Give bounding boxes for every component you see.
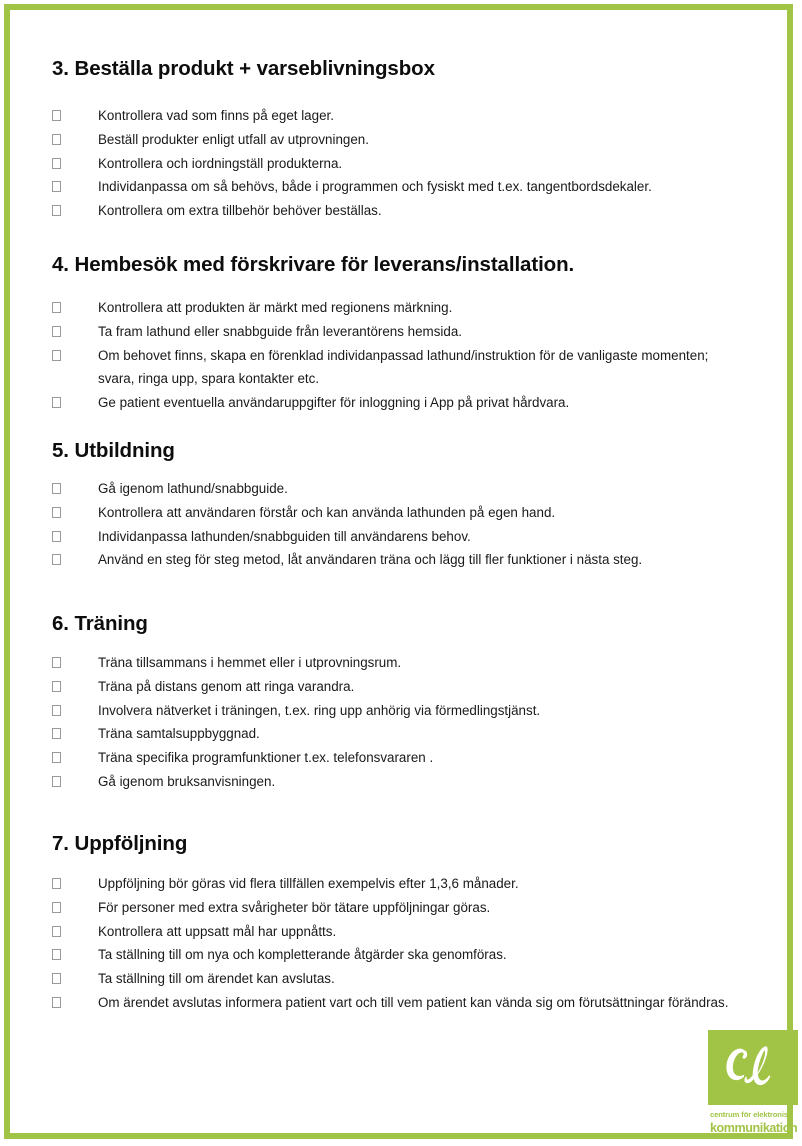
checklist-item-label: Om ärendet avslutas informera patient vart och till vem patient kan vända sig om förutsättningar förändras. bbox=[98, 994, 729, 1010]
checklist-item[interactable] bbox=[52, 770, 742, 794]
checklist-item-label: Involvera nätverket i träningen, t.ex. ring upp anhörig via förmedlingstjänst. bbox=[98, 702, 541, 718]
checklist-item[interactable] bbox=[52, 896, 742, 920]
checkbox-bullet-icon[interactable] bbox=[52, 134, 61, 145]
checkbox-bullet-icon[interactable] bbox=[52, 657, 61, 668]
checkbox-bullet-icon[interactable] bbox=[52, 681, 61, 692]
checklist-section-6 bbox=[52, 651, 742, 794]
checklist-item[interactable] bbox=[52, 525, 742, 549]
checklist-item-label: Kontrollera vad som finns på eget lager. bbox=[98, 108, 334, 123]
checklist-section-4 bbox=[52, 296, 742, 415]
checklist-item[interactable] bbox=[52, 175, 742, 199]
checklist-item-label: Beställ produkter enligt utfall av utprovningen. bbox=[98, 131, 369, 147]
checklist-item[interactable] bbox=[52, 920, 742, 944]
checklist-item-label: Ta fram lathund eller snabbguide från leverantörens hemsida. bbox=[98, 323, 462, 339]
checklist-item-label: Ta ställning till om nya och kompletterande åtgärder ska genomföras. bbox=[98, 947, 507, 963]
checklist-item[interactable] bbox=[52, 722, 742, 746]
checkbox-bullet-icon[interactable] bbox=[52, 507, 61, 518]
checkbox-bullet-icon[interactable] bbox=[52, 158, 61, 169]
checklist-section-3 bbox=[52, 104, 742, 223]
checklist-item-label: Individanpassa lathunden/snabbguiden till användarens behov. bbox=[98, 528, 471, 544]
checklist-item-label: För personer med extra svårigheter bör tätare uppföljningar göras. bbox=[98, 899, 491, 915]
checklist-item[interactable] bbox=[52, 967, 742, 991]
checkbox-bullet-icon[interactable] bbox=[52, 181, 61, 192]
checklist-item-label: Kontrollera att uppsatt mål har uppnåtts. bbox=[98, 923, 337, 939]
checklist-item-label: Uppföljning bör göras vid flera tillfällen exempelvis efter 1,3,6 månader. bbox=[98, 876, 519, 891]
section-heading-6: 6. Träning bbox=[52, 612, 148, 635]
checkbox-bullet-icon[interactable] bbox=[52, 752, 61, 763]
checklist-item[interactable] bbox=[52, 651, 742, 675]
checklist-item-label: Träna specifika programfunktioner t.ex. telefonsvararen . bbox=[98, 750, 434, 766]
checkbox-bullet-icon[interactable] bbox=[52, 902, 61, 913]
logo-ce-monogram-icon bbox=[708, 1030, 798, 1105]
checkbox-bullet-icon[interactable] bbox=[52, 878, 61, 889]
checklist-section-5 bbox=[52, 477, 742, 572]
checklist-item-label: Ta ställning till om ärendet kan avslutas. bbox=[98, 971, 335, 987]
checklist-section-7 bbox=[52, 872, 742, 1015]
checklist-item[interactable] bbox=[52, 128, 742, 152]
section-heading-7: 7. Uppföljning bbox=[52, 832, 188, 855]
checklist-item-label: Kontrollera om extra tillbehör behöver beställas. bbox=[98, 203, 382, 219]
checklist-item-label: Träna på distans genom att ringa varandra. bbox=[98, 678, 355, 694]
checklist-item-label: Ge patient eventuella användaruppgifter för inloggning i App på privat hårdvara. bbox=[98, 395, 570, 411]
checkbox-bullet-icon[interactable] bbox=[52, 949, 61, 960]
section-heading-5: 5. Utbildning bbox=[52, 439, 175, 462]
checkbox-bullet-icon[interactable] bbox=[52, 531, 61, 542]
checklist-item-label: Gå igenom lathund/snabbguide. bbox=[98, 481, 288, 496]
checklist-item[interactable] bbox=[52, 699, 742, 723]
checklist-item[interactable] bbox=[52, 296, 742, 320]
checklist-item[interactable] bbox=[52, 991, 742, 1015]
checklist-item[interactable] bbox=[52, 501, 742, 525]
checkbox-bullet-icon[interactable] bbox=[52, 483, 61, 494]
checklist-item-label: Individanpassa om så behövs, både i programmen och fysiskt med t.ex. tangentbordsdekaler. bbox=[98, 179, 652, 195]
checklist-item-label: Kontrollera att användaren förstår och kan använda lathunden på egen hand. bbox=[98, 504, 556, 520]
checklist-item[interactable] bbox=[52, 391, 742, 415]
checklist-item[interactable] bbox=[52, 675, 742, 699]
checklist-item-label: Kontrollera och iordningställ produkterna. bbox=[98, 155, 343, 171]
checklist-item[interactable] bbox=[52, 872, 742, 896]
logo-caption-line-2: kommunikation bbox=[710, 1121, 798, 1135]
checklist-item-label: Träna tillsammans i hemmet eller i utprovningsrum. bbox=[98, 655, 402, 670]
checkbox-bullet-icon[interactable] bbox=[52, 205, 61, 216]
checklist-item-label: Använd en steg för steg metod, låt användaren träna och lägg till fler funktioner i nästa steg. bbox=[98, 552, 643, 568]
logo bbox=[708, 1030, 798, 1146]
checkbox-bullet-icon[interactable] bbox=[52, 728, 61, 739]
checkbox-bullet-icon[interactable] bbox=[52, 926, 61, 937]
checkbox-bullet-icon[interactable] bbox=[52, 705, 61, 716]
checklist-item[interactable] bbox=[52, 548, 742, 572]
checklist-item[interactable] bbox=[52, 152, 742, 176]
checkbox-bullet-icon[interactable] bbox=[52, 554, 61, 565]
checklist-item[interactable] bbox=[52, 320, 742, 344]
checklist-item[interactable] bbox=[52, 344, 742, 392]
checklist-item[interactable] bbox=[52, 746, 742, 770]
checklist-item-label: Kontrollera att produkten är märkt med regionens märkning. bbox=[98, 300, 453, 315]
logo-caption-line-1: centrum för elektronisk bbox=[710, 1110, 793, 1119]
checkbox-bullet-icon[interactable] bbox=[52, 326, 61, 337]
section-heading-4: 4. Hembesök med förskrivare för leverans/installation. bbox=[52, 253, 575, 276]
checklist-item[interactable] bbox=[52, 477, 742, 501]
checklist-item-label: Om behovet finns, skapa en förenklad individanpassad lathund/instruktion för de vanligaste momenten; svara, ringa upp, spara kontakter etc. bbox=[98, 347, 709, 387]
checkbox-bullet-icon[interactable] bbox=[52, 350, 61, 361]
checklist-item-label: Träna samtalsuppbyggnad. bbox=[98, 726, 260, 742]
checklist-item[interactable] bbox=[52, 943, 742, 967]
section-heading-3: 3. Beställa produkt + varseblivningsbox bbox=[52, 57, 435, 80]
checklist-item[interactable] bbox=[52, 199, 742, 223]
checkbox-bullet-icon[interactable] bbox=[52, 973, 61, 984]
checkbox-bullet-icon[interactable] bbox=[52, 110, 61, 121]
checklist-item-label: Gå igenom bruksanvisningen. bbox=[98, 773, 276, 789]
checkbox-bullet-icon[interactable] bbox=[52, 997, 61, 1008]
checkbox-bullet-icon[interactable] bbox=[52, 397, 61, 408]
checkbox-bullet-icon[interactable] bbox=[52, 776, 61, 787]
checkbox-bullet-icon[interactable] bbox=[52, 302, 61, 313]
checklist-item[interactable] bbox=[52, 104, 742, 128]
